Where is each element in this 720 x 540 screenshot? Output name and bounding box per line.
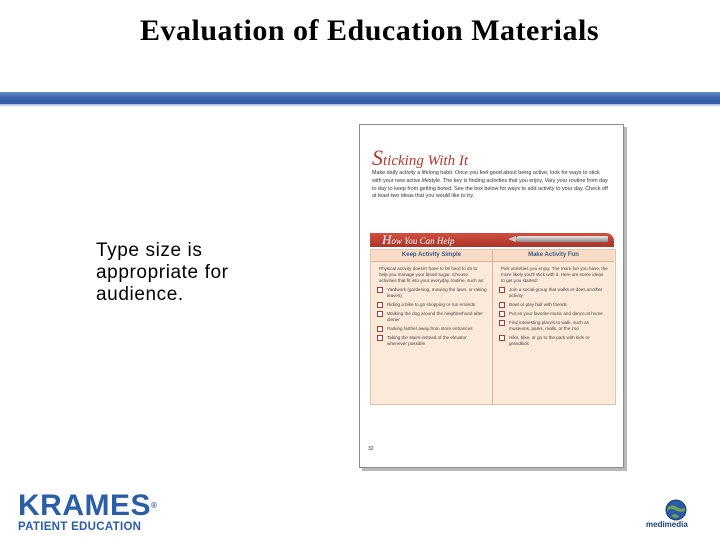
checklist-item [387, 302, 487, 308]
checklist-item-text: Yardwork (gardening, mowing the lawn, or raking leaves) [387, 287, 487, 298]
slide-body-text: Type size is appropriate for audience. [96, 240, 229, 305]
checkbox-icon [499, 320, 505, 326]
column-make-activity-fun [493, 250, 614, 404]
globe-icon [646, 498, 696, 522]
checklist-item [509, 335, 609, 347]
checklist-item [387, 311, 487, 323]
banner-title-initial: H [382, 232, 392, 247]
checkbox-icon [499, 311, 505, 317]
krames-logo-text: KRAMES [18, 489, 152, 522]
checklist-item [387, 326, 487, 332]
banner-title-rest: ow You Can Help [391, 236, 455, 246]
document-banner [370, 233, 614, 247]
checkbox-icon [499, 287, 505, 293]
medimedia-logo-text: medimedia [646, 520, 688, 529]
krames-logo-word [18, 489, 168, 522]
checklist-item-text: Find interesting places to walk, such as museums, parks, malls, or the zoo [509, 320, 589, 331]
medimedia-logo [646, 498, 696, 534]
checklist-item-text: Put on your favorite music and dance at home [509, 311, 603, 316]
checklist-item [509, 320, 609, 332]
checklist-item-text: Walking the dog around the neighborhood after dinner [387, 311, 483, 322]
checklist-item [387, 287, 487, 299]
document-page-number: 32 [368, 446, 374, 452]
checklist-item-text: Parking farther away from store entrances [387, 326, 473, 331]
document-title-rest: ticking With It [383, 153, 468, 169]
slide-title: Evaluation of Education Materials [140, 14, 600, 47]
checklist-item-text: Taking the stairs instead of the elevator whenever possible [387, 335, 467, 346]
document-title-initial: S [372, 145, 383, 170]
banner-title [382, 233, 454, 248]
checklist-item-text: Riding a bike to go shopping or run errands [387, 302, 476, 307]
document-title [372, 145, 612, 171]
column-keep-activity-simple [371, 250, 493, 404]
registered-mark: ® [151, 501, 158, 510]
title-rule-shadow [0, 104, 720, 107]
checkbox-icon [377, 326, 383, 332]
krames-logo-subtitle: PATIENT EDUCATION [18, 521, 142, 533]
checklist-item [509, 287, 609, 299]
title-rule [0, 92, 720, 104]
checklist-item [509, 302, 609, 308]
checklist-item-text: Bowl or play ball with friends [509, 302, 567, 307]
checklist-item [509, 311, 609, 317]
checklist-item [387, 335, 487, 347]
checklist-item-text: Join a social group that walks or does another activity [509, 287, 603, 298]
pen-icon [516, 236, 608, 242]
column-intro: Pick activities you enjoy. The more fun you have, the more likely you'll stick with it. Here are some ideas to get you started: [501, 266, 608, 283]
checklist-item-text: Hike, bike, or go to the park with kids or grandkids [509, 335, 590, 346]
document-columns [370, 249, 616, 405]
checkbox-icon [377, 302, 383, 308]
checkbox-icon [377, 311, 383, 317]
checkbox-icon [499, 302, 505, 308]
document-intro: Make daily activity a lifelong habit. Once you feel good about being active, look for ways to stick with your new active lifestyle. The key is finding activities that you enjoy. Vary your routine from day to day to keep from getting bored. See the box below for ways to add activity to your day. Check off at least two ideas that you would like to try. [372, 170, 608, 200]
document-page-image [359, 124, 624, 468]
krames-logo [18, 489, 168, 534]
checkbox-icon [377, 287, 383, 293]
checkbox-icon [377, 335, 383, 341]
column-heading: Make Activity Fun [493, 250, 614, 262]
checkbox-icon [499, 335, 505, 341]
column-heading: Keep Activity Simple [371, 250, 492, 262]
column-intro: Physical activity doesn't have to be hard to do to help you manage your blood sugar. Choose activities that fit into your everyday routine, such as: [379, 266, 485, 283]
